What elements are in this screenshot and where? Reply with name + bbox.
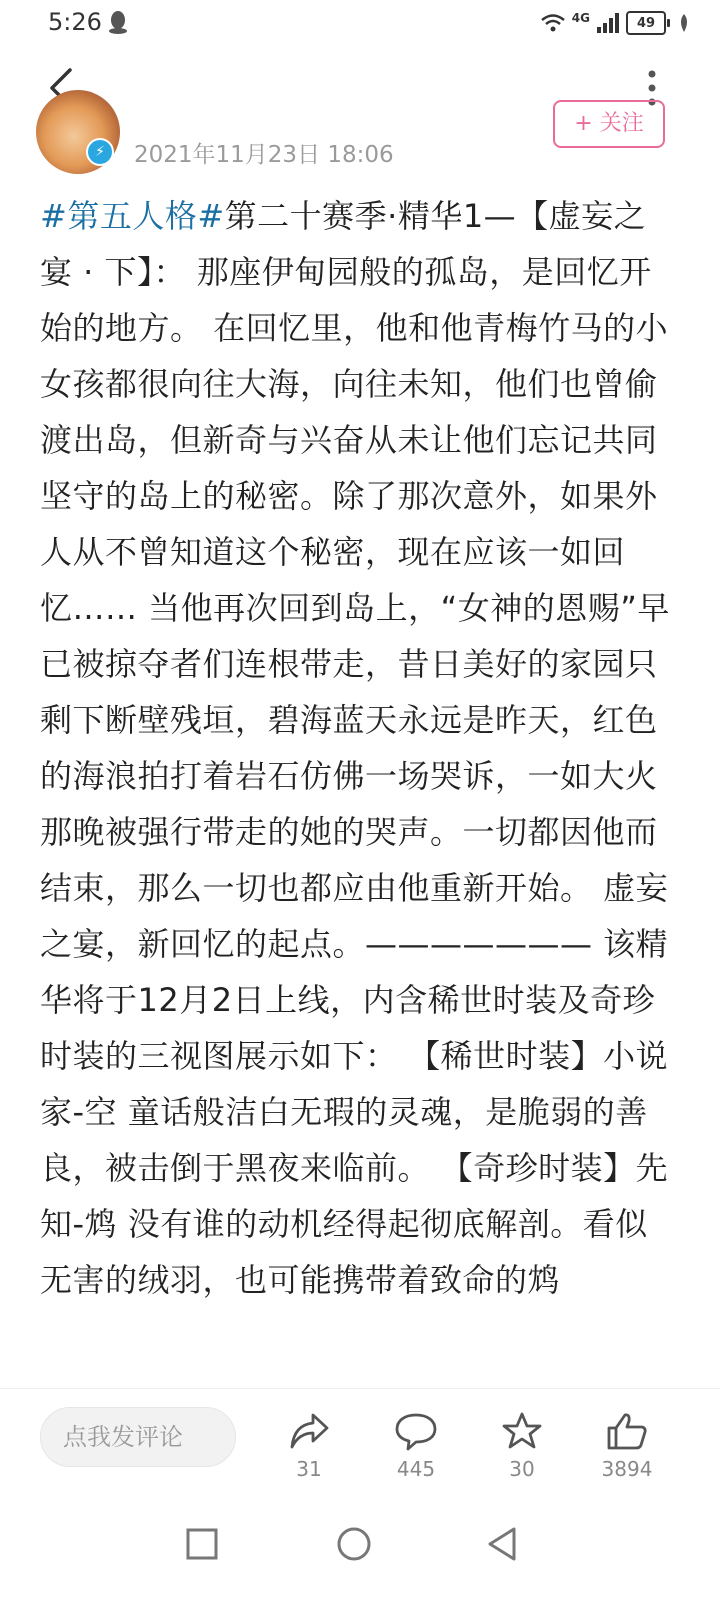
verified-badge-icon: ⚡ (86, 138, 114, 166)
battery-icon: 49 (626, 11, 666, 35)
action-bar (0, 1388, 720, 1501)
article-body: 第二十赛季·精华1—【虚妄之宴 · 下】： 那座伊甸园般的孤岛，是回忆开始的地方。 在回忆里，他和他青梅竹马的小女孩都很向往大海，向往未知，他们也曾偷渡出岛，但新奇与兴奋从未让他们忘记共同坚守的岛上的秘密。除了那次意外，如果外人从不曾知道这个秘密，现在应该一如回忆…… 当他再次回到岛上，“女神的恩赐”早已被掠夺者们连根带走，昔日美好的家园只剩下断壁残垣，碧海蓝天永远是昨天，红色的海浪拍打着岩石仿佛一场哭诉，一如大火那晚被强行带走的她的哭声。一切都因他而结束，那么一切也都应由他重新开始。 虚妄之宴，新回忆的起点。——————— 该精华将于12月2日上线，内含稀世时装及奇珍时装的三视图展示如下： 【稀世时装】小说家-空 童话般洁白无瑕的灵魂，是脆弱的善良，被击倒于黑夜来临前。 【奇珍时装】先知-鸩 没有谁的动机经得起彻底解剖。看似无害的绒羽，也可能携带着致命的鸩 (40, 197, 670, 1299)
favorite-button[interactable] (477, 1411, 567, 1481)
signal-icon (596, 13, 620, 33)
post-date: 2021年11月23日 18:06 (134, 142, 394, 168)
qq-notification-icon (108, 10, 128, 34)
like-button[interactable] (582, 1411, 672, 1481)
back-triangle-icon[interactable] (482, 1524, 522, 1564)
hashtag-link[interactable]: #第五人格# (40, 197, 225, 235)
thumbs-up-icon (605, 1411, 649, 1451)
status-icons (540, 10, 690, 36)
comment-button[interactable] (371, 1411, 461, 1481)
comment-input[interactable]: 点我发评论 (40, 1407, 236, 1467)
leaf-icon (678, 13, 690, 33)
network-type: 4G (571, 11, 590, 25)
status-bar (0, 0, 720, 46)
share-icon (287, 1411, 331, 1451)
wifi-icon (540, 13, 566, 33)
comment-count: 445 (396, 1457, 436, 1481)
like-count: 3894 (601, 1457, 653, 1481)
home-icon[interactable] (334, 1524, 374, 1564)
article-content (40, 188, 672, 1386)
author-row (0, 111, 720, 176)
status-time: 5:26 (48, 8, 102, 36)
share-count: 31 (296, 1457, 322, 1481)
follow-button[interactable]: + 关注 (553, 100, 665, 148)
share-button[interactable] (264, 1411, 354, 1481)
comment-bubble-icon (394, 1411, 438, 1451)
recent-apps-icon[interactable] (182, 1524, 222, 1564)
favorite-count: 30 (509, 1457, 535, 1481)
system-nav-bar (0, 1500, 720, 1600)
star-icon (500, 1411, 544, 1451)
